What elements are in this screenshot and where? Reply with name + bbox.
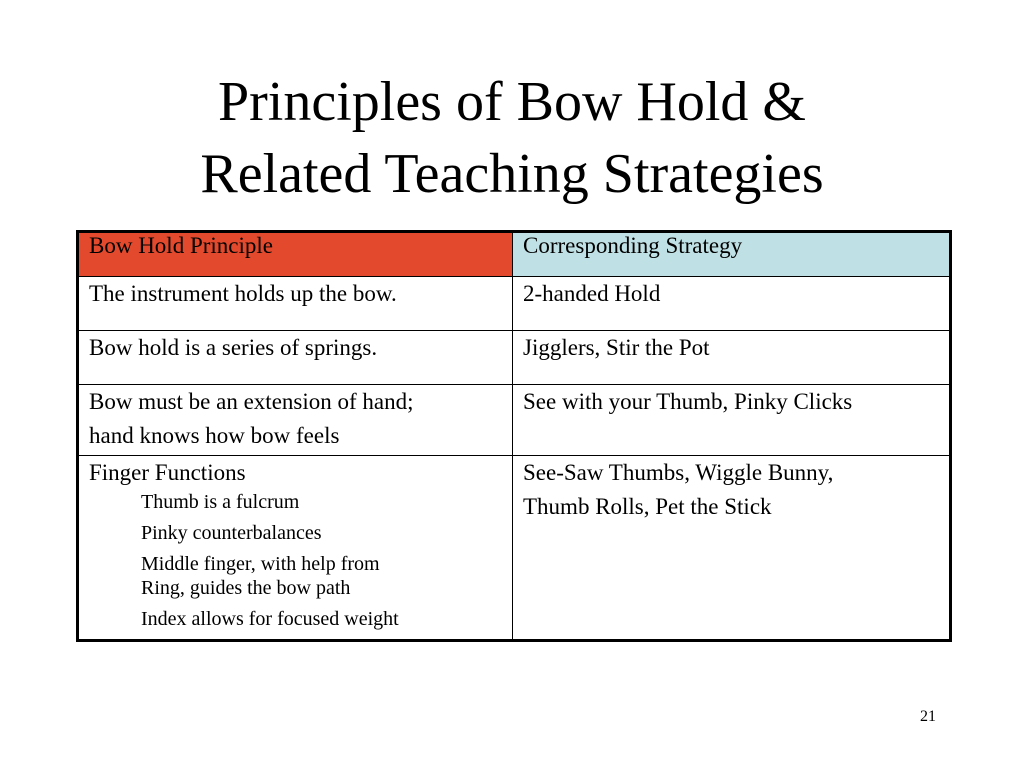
principle-cell xyxy=(78,456,513,641)
principle-cell: The instrument holds up the bow. xyxy=(78,277,513,331)
list-item-line: Ring, guides the bow path xyxy=(141,577,351,599)
list-item: Index allows for focused weight xyxy=(141,608,399,630)
list-item: Pinky counterbalances xyxy=(141,522,322,544)
slide-title-line-2: Related Teaching Strategies xyxy=(200,143,824,205)
principles-table xyxy=(76,230,952,642)
page-number: 21 xyxy=(920,708,936,725)
header-corresponding-strategy: Corresponding Strategy xyxy=(513,232,951,277)
principle-cell: Bow hold is a series of springs. xyxy=(78,331,513,385)
table-row xyxy=(78,277,951,331)
table-row xyxy=(78,385,951,456)
list-item xyxy=(141,552,502,600)
strategy-cell xyxy=(513,456,951,641)
strategy-cell: Jigglers, Stir the Pot xyxy=(513,331,951,385)
finger-functions-list xyxy=(89,490,502,631)
list-item-line: Middle finger, with help from xyxy=(141,553,380,575)
principle-line: hand knows how bow feels xyxy=(89,423,340,448)
table-row xyxy=(78,331,951,385)
strategy-cell: See with your Thumb, Pinky Clicks xyxy=(513,385,951,456)
strategy-cell: 2-handed Hold xyxy=(513,277,951,331)
strategy-line: Thumb Rolls, Pet the Stick xyxy=(523,494,772,519)
slide-title-line-1: Principles of Bow Hold & xyxy=(218,71,806,133)
table-header-row xyxy=(78,232,951,277)
principle-cell xyxy=(78,385,513,456)
principle-heading: Finger Functions xyxy=(89,460,246,485)
list-item: Thumb is a fulcrum xyxy=(141,491,300,513)
header-bow-hold-principle: Bow Hold Principle xyxy=(78,232,513,277)
strategy-line: See-Saw Thumbs, Wiggle Bunny, xyxy=(523,460,834,485)
table-row xyxy=(78,456,951,641)
slide-title xyxy=(0,66,1024,210)
principle-line: Bow must be an extension of hand; xyxy=(89,389,414,414)
